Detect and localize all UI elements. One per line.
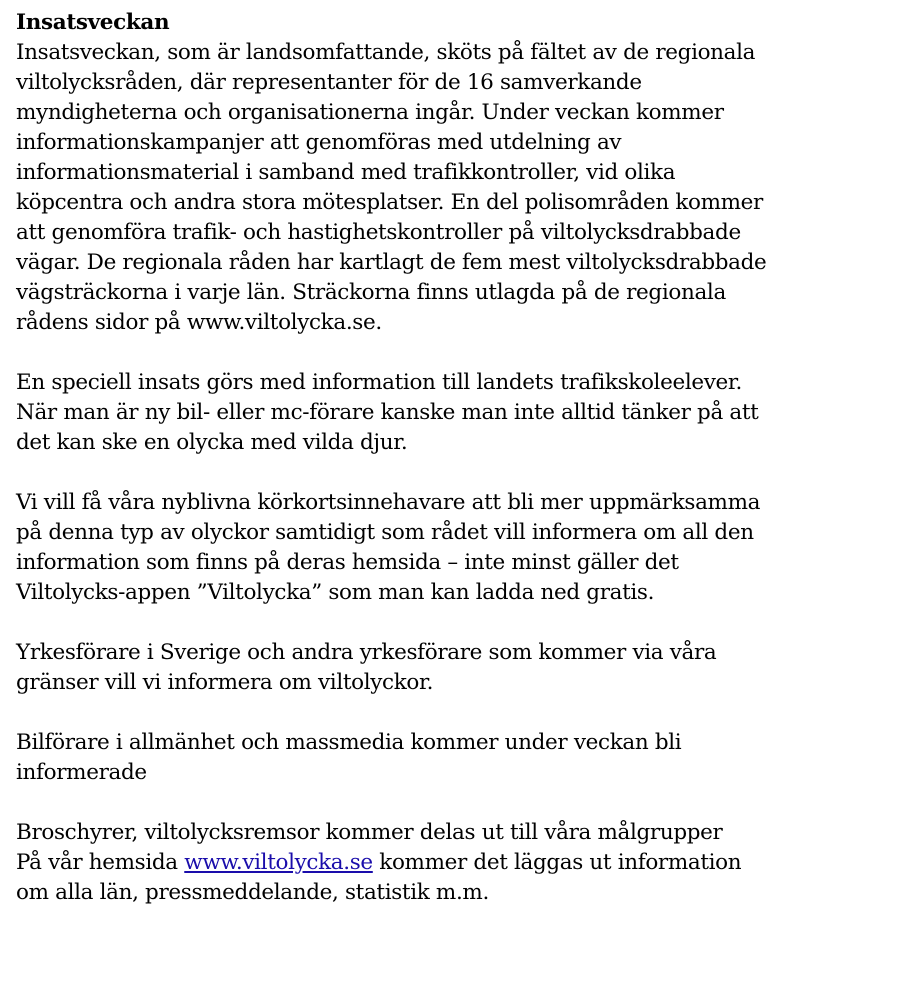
- paragraph-korkortsinnehavare: [16, 488, 896, 608]
- paragraph-line: att genomföra trafik- och hastighetskontroller på viltolycksdrabbade: [16, 220, 741, 245]
- paragraph-line: vägar. De regionala råden har kartlagt de fem mest viltolycksdrabbade: [16, 250, 767, 275]
- paragraph-line: Vi vill få våra nyblivna körkortsinnehavare att bli mer uppmärksamma: [16, 490, 761, 515]
- paragraph-line: det kan ske en olycka med vilda djur.: [16, 430, 408, 455]
- paragraph-trafikskoleelever: [16, 368, 896, 458]
- paragraph-line: vägsträckorna i varje län. Sträckorna finns utlagda på de regionala: [16, 280, 726, 305]
- paragraph-spacer: [16, 608, 896, 638]
- paragraph-broschyrer: [16, 818, 896, 908]
- document-title: Insatsveckan: [16, 10, 170, 35]
- paragraph-line: myndigheterna och organisationerna ingår. Under veckan kommer: [16, 100, 724, 125]
- paragraph-spacer: [16, 458, 896, 488]
- paragraph-line: En speciell insats görs med information till landets trafikskoleelever.: [16, 370, 742, 395]
- paragraph-line: Broschyrer, viltolycksremsor kommer delas ut till våra målgrupper: [16, 820, 723, 845]
- link-suffix-text: kommer det läggas ut information: [372, 850, 742, 875]
- paragraph-spacer: [16, 788, 896, 818]
- paragraph-line: Insatsveckan, som är landsomfattande, sköts på fältet av de regionala: [16, 40, 756, 65]
- paragraph-line: Viltolycks-appen ”Viltolycka” som man kan ladda ned gratis.: [16, 580, 655, 605]
- paragraph-line: Bilförare i allmänhet och massmedia kommer under veckan bli: [16, 730, 682, 755]
- paragraph-line: informerade: [16, 760, 147, 785]
- viltolycka-website-link[interactable]: www.viltolycka.se: [184, 850, 373, 875]
- paragraph-line: Yrkesförare i Sverige och andra yrkesförare som kommer via våra: [16, 640, 717, 665]
- document-body: [16, 8, 896, 908]
- paragraph-line: viltolycksråden, där representanter för de 16 samverkande: [16, 70, 642, 95]
- paragraph-line: När man är ny bil- eller mc-förare kanske man inte alltid tänker på att: [16, 400, 759, 425]
- paragraph-bilforare: [16, 728, 896, 788]
- paragraph-line-with-link: [16, 848, 896, 878]
- paragraph-line: gränser vill vi informera om viltolyckor.: [16, 670, 434, 695]
- paragraph-line: om alla län, pressmeddelande, statistik m.m.: [16, 880, 489, 905]
- paragraph-line: rådens sidor på www.viltolycka.se.: [16, 310, 382, 335]
- paragraph-line: informationskampanjer att genomföras med utdelning av: [16, 130, 622, 155]
- paragraph-yrkesforare: [16, 638, 896, 698]
- paragraph-insatsveckan: [16, 38, 896, 338]
- paragraph-spacer: [16, 338, 896, 368]
- paragraph-line: på denna typ av olyckor samtidigt som rådet vill informera om all den: [16, 520, 754, 545]
- paragraph-line: köpcentra och andra stora mötesplatser. En del polisområden kommer: [16, 190, 763, 215]
- paragraph-line: information som finns på deras hemsida – inte minst gäller det: [16, 550, 679, 575]
- link-prefix-text: På vår hemsida: [16, 850, 185, 875]
- paragraph-line: informationsmaterial i samband med trafikkontroller, vid olika: [16, 160, 676, 185]
- paragraph-spacer: [16, 698, 896, 728]
